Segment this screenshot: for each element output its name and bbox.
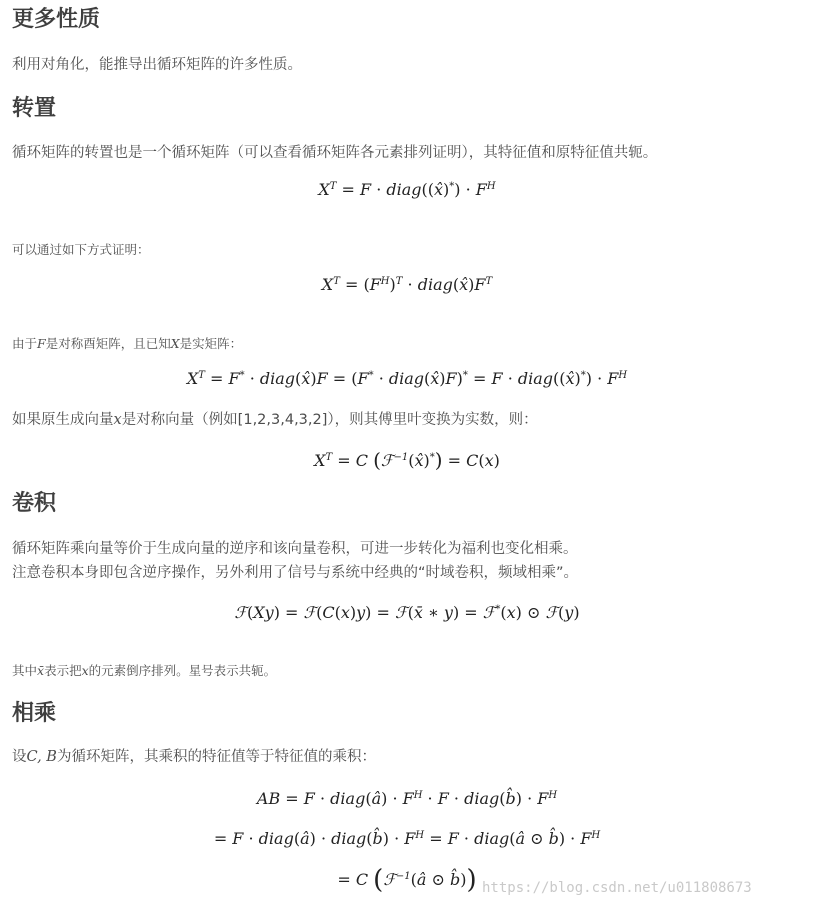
transpose-intro: 循环矩阵的转置也是一个循环矩阵（可以查看循环矩阵各元素排列证明），其特征值和原特征值共轭。 — [12, 145, 658, 161]
convolution-note: 其中x̄表示把x的元素倒序排列。星号表示共轭。 — [12, 663, 277, 678]
symbol-C-B: C, B — [26, 749, 57, 765]
proof-note: 可以通过如下方式证明： — [12, 242, 150, 257]
equation-transpose-3: $X^T = F^*$ · diag(x̂)F = (F* · diag(x̂)F)* = F · diag((x̂)*) · $F^H$ — [186, 369, 628, 388]
equation-multiply-3: = C (ℱ$^{-1}$(â ⊙ b̂)) — [337, 865, 477, 895]
more-properties-intro: 利用对角化，能推导出循环矩阵的许多性质。 — [12, 57, 302, 73]
convolution-line-2: 注意卷积本身即包含逆序操作，另外利用了信号与系统中经典的“时域卷积，频域相乘”。 — [12, 565, 579, 581]
equation-convolution: ℱ(Xy) = ℱ(C(x)y) = ℱ(x̄ ∗ y) = ℱ*(x) ⊙ ℱ(y) — [234, 603, 580, 622]
section-title-multiply: 相乘 — [12, 701, 57, 726]
equation-multiply-1: AB = F · diag(â) · $F^H \cdot F$ · diag(b̂) · $F^H$ — [256, 789, 558, 808]
multiply-intro: 设C, B为循环矩阵，其乘积的特征值等于特征值的乘积： — [12, 749, 376, 765]
section-title-more-properties: 更多性质 — [12, 7, 101, 32]
equation-multiply-2: = F · diag(â) · diag(b̂) · $F^H = F$ · diag(â ⊙ b̂) · $F^H$ — [213, 829, 601, 848]
symmetric-unitary-note: 由于F是对称酉矩阵，且已知X是实矩阵： — [12, 336, 243, 351]
equation-transpose-4: $X^T = C$ (ℱ$^{-1}$(x̂)*) = C(x) — [314, 448, 500, 472]
equation-transpose-2: $X^T = (F^H)^T$ · $diag(x̂)F^T$ — [321, 275, 493, 294]
section-title-transpose: 转置 — [12, 96, 57, 121]
symmetric-vector-note: 如果原生成向量x是对称向量（例如[1,2,3,4,3,2]），则其傅里叶变换为实数，则： — [12, 412, 538, 428]
symbol-x-bar: x̄ — [37, 663, 45, 678]
symbol-x: x — [113, 412, 122, 428]
csdn-watermark: https://blog.csdn.net/u011808673 — [482, 880, 752, 896]
equation-transpose-1: $X^T = F$ · diag((x̂)*) · $F^H$ — [318, 180, 496, 199]
symbol-F: F — [37, 336, 46, 351]
symbol-x-2: x — [81, 663, 89, 678]
section-title-convolution: 卷积 — [12, 491, 57, 516]
symbol-X: X — [170, 336, 180, 351]
convolution-line-1: 循环矩阵乘向量等价于生成向量的逆序和该向量卷积，可进一步转化为福利也变化相乘。 — [12, 541, 578, 557]
